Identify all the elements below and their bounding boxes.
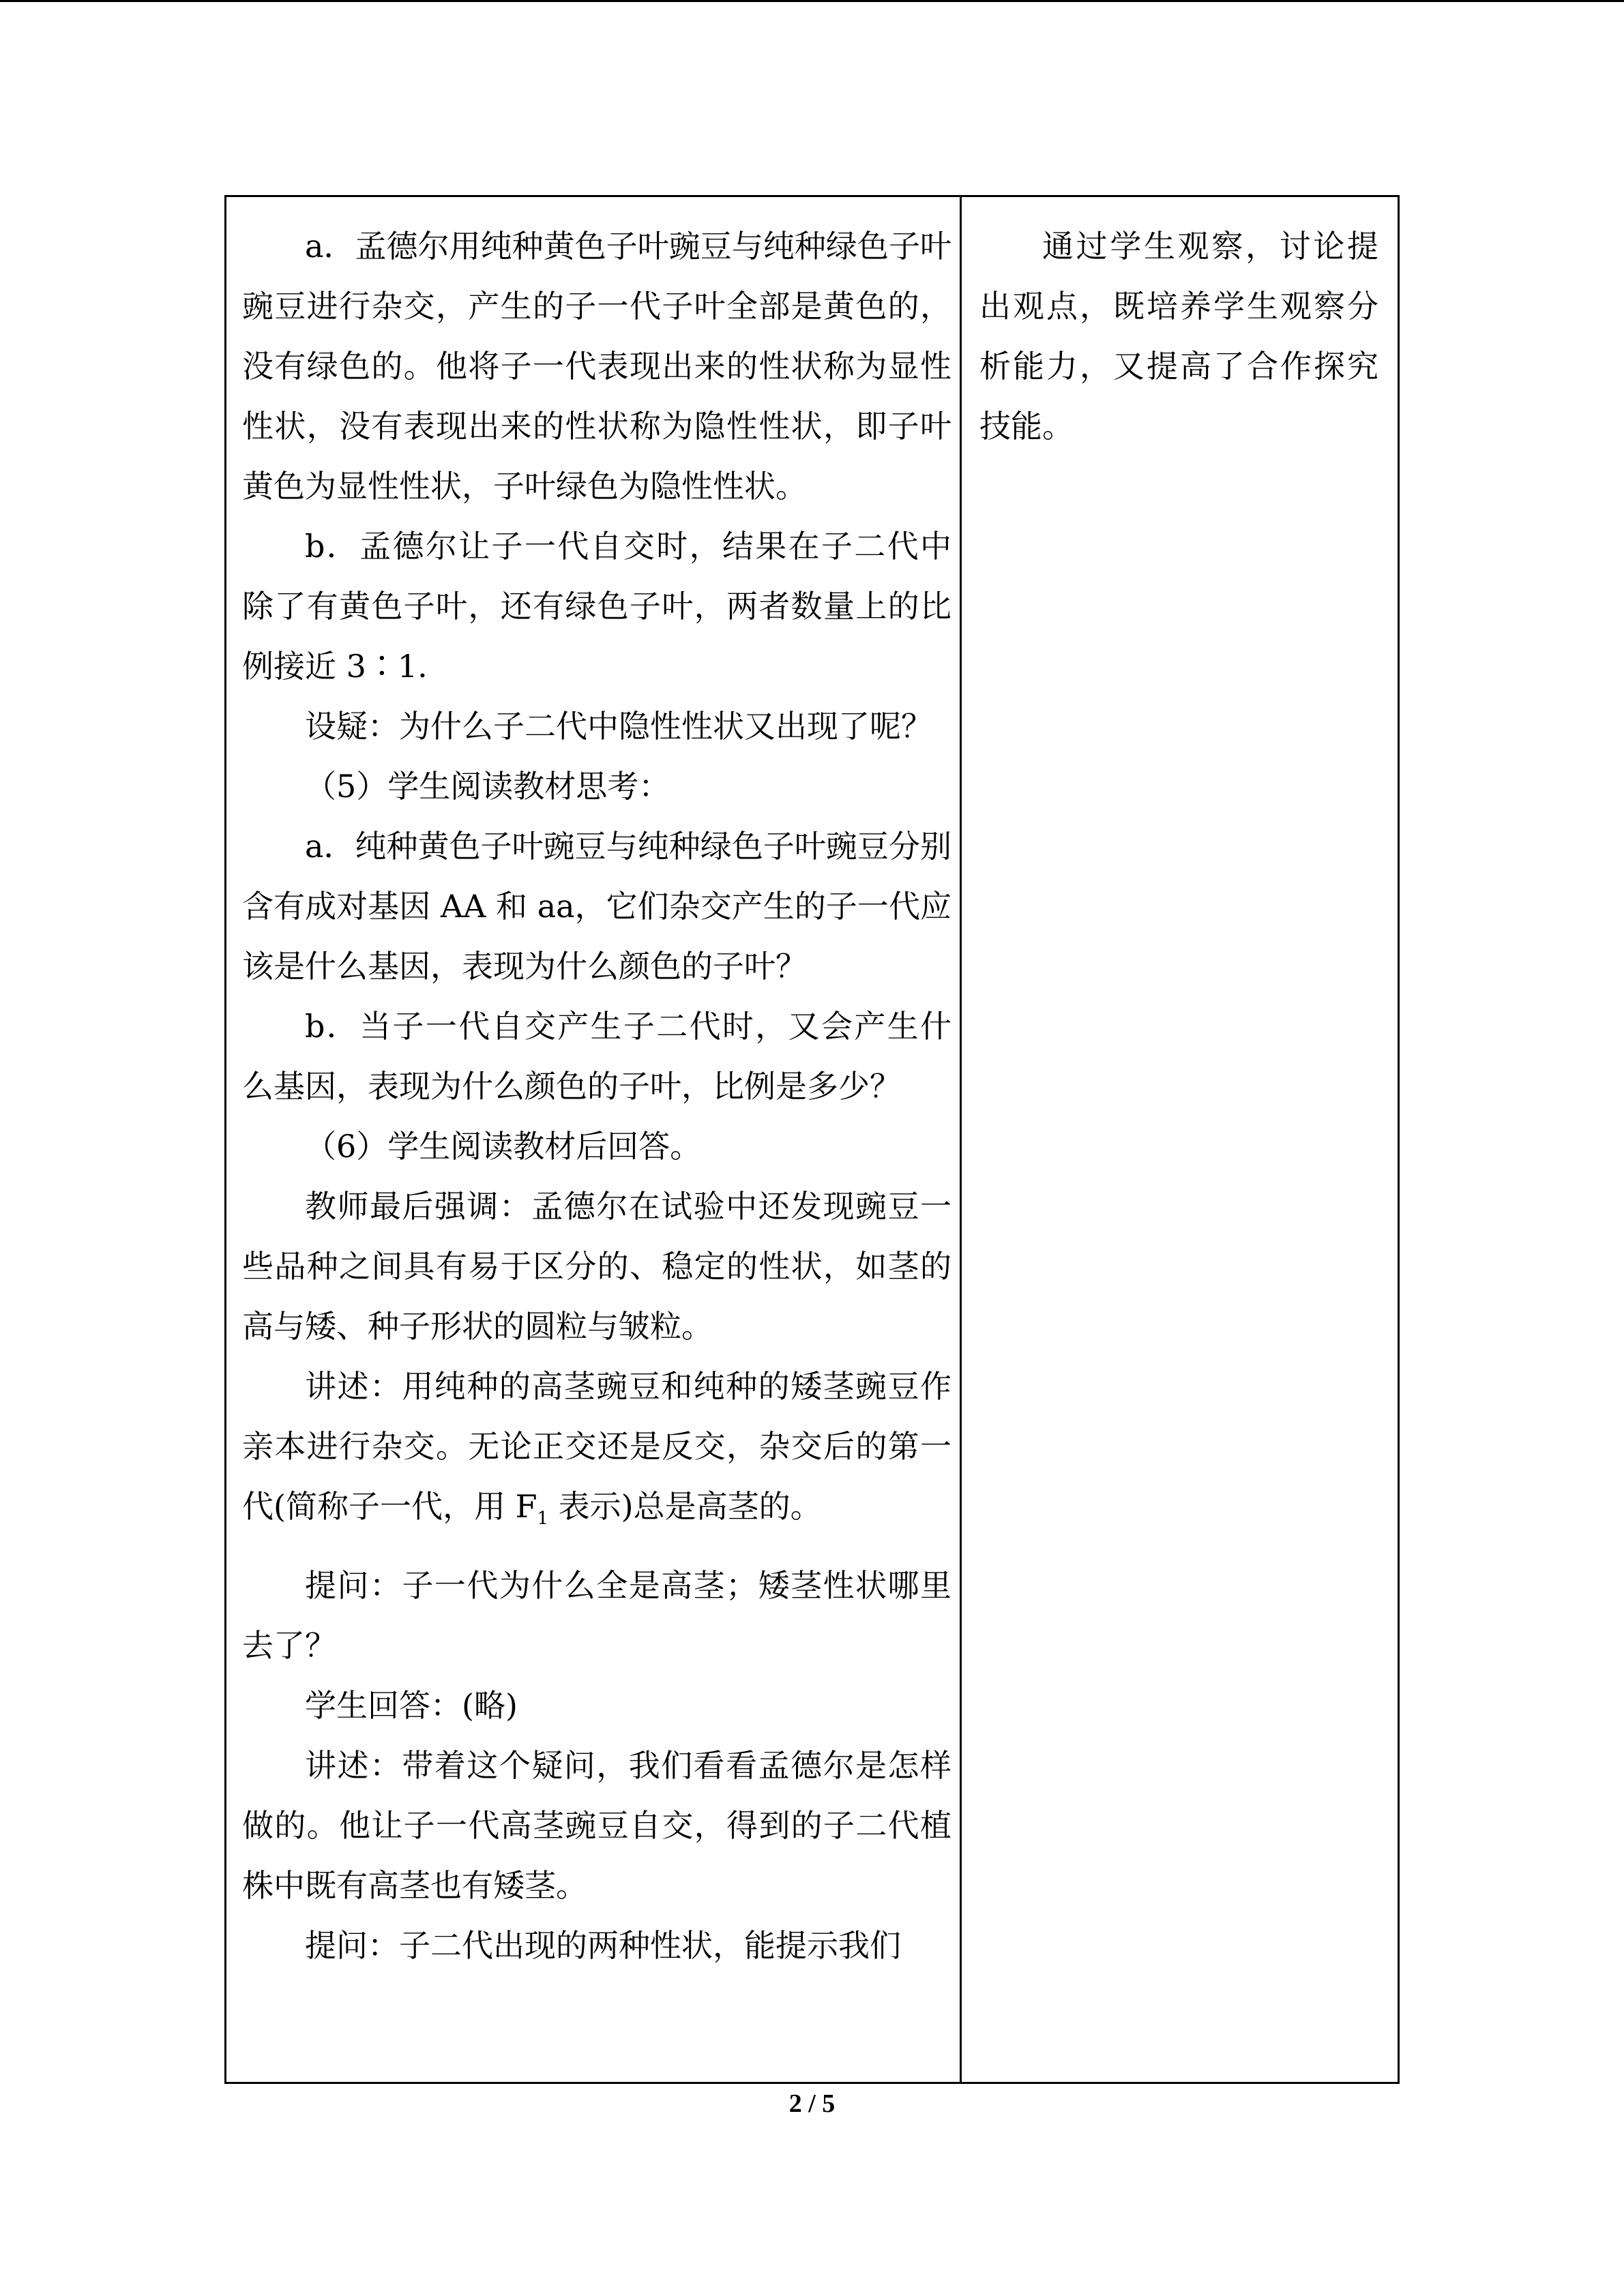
page-number: 2 / 5: [788, 2089, 836, 2118]
paragraph: 提问：子二代出现的两种性状，能提示我们: [305, 1927, 901, 1964]
paragraph: 通过学生观察，讨论提出观点，既培养学生观察分析能力，又提高了合作探究技能。: [979, 228, 1378, 445]
column-divider: [960, 197, 962, 2082]
paragraph: 提问：子一代为什么全是高茎；矮茎性状哪里去了？: [242, 1567, 951, 1664]
paragraph: b．孟德尔让子一代自交时，结果在子二代中除了有黄色子叶，还有绿色子叶，两者数量上的比例接近 3∶1.: [242, 528, 951, 685]
paragraph: 学生回答：(略): [305, 1687, 518, 1724]
paragraph-text: 表示)总是高茎的。: [548, 1488, 822, 1525]
paragraph: 教师最后强调：孟德尔在试验中还发现豌豆一些品种之间具有易于区分的、稳定的性状，如茎的高与矮、种子形状的圆粒与皱粒。: [242, 1188, 951, 1345]
design-intent-column: [979, 216, 1378, 456]
subscript: 1: [537, 1508, 549, 1530]
paragraph: （5）学生阅读教材思考：: [305, 768, 670, 805]
paragraph: a．孟德尔用纯种黄色子叶豌豆与纯种绿色子叶豌豆进行杂交，产生的子一代子叶全部是黄色的，没有绿色的。他将子一代表现出来的性状称为显性性状，没有表现出来的性状称为隐性性状，即子叶黄色为显性性状，子叶绿色为隐性性状。: [242, 228, 951, 505]
paragraph-f1: [242, 1356, 951, 1536]
paragraph: 设疑：为什么子二代中隐性性状又出现了呢？: [305, 708, 932, 745]
lesson-table: [224, 195, 1400, 2084]
top-rule: [0, 0, 1624, 2]
paragraph: a．纯种黄色子叶豌豆与纯种绿色子叶豌豆分别含有成对基因 AA 和 aa，它们杂交产生的子一代应该是什么基因，表现为什么颜色的子叶？: [242, 828, 951, 985]
teaching-process-column: [242, 216, 951, 1976]
paragraph-text: 讲述：用纯种的高茎豌豆和纯种的矮茎豌豆作亲本进行杂交。无论正交还是反交，杂交后的第一代(简称子一代，用 F: [242, 1368, 951, 1525]
paragraph: （6）学生阅读教材后回答。: [305, 1128, 702, 1165]
paragraph: 讲述：带着这个疑问，我们看看孟德尔是怎样做的。他让子一代高茎豌豆自交，得到的子二代植株中既有高茎也有矮茎。: [242, 1747, 951, 1904]
paragraph: b．当子一代自交产生子二代时，又会产生什么基因，表现为什么颜色的子叶，比例是多少？: [242, 1008, 951, 1105]
